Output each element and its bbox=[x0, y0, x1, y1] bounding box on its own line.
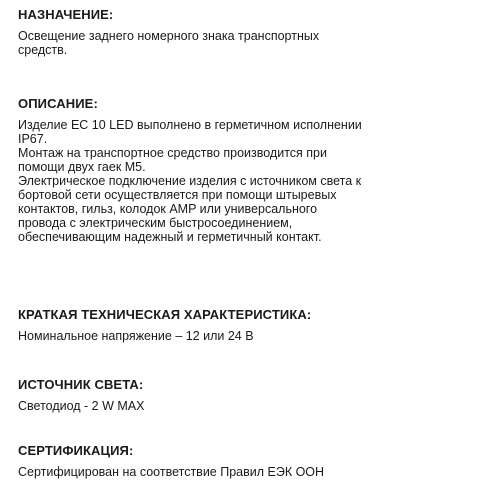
section-line: Освещение заднего номерного знака транспортных bbox=[18, 29, 320, 43]
section-line: помощи двух гаек М5. bbox=[18, 160, 146, 174]
section-line: Монтаж на транспортное средство производится при bbox=[18, 146, 327, 160]
section-line: бортовой сети осуществляется при помощи штыревых bbox=[18, 188, 337, 202]
section-heading: КРАТКАЯ ТЕХНИЧЕСКАЯ ХАРАКТЕРИСТИКА: bbox=[18, 307, 312, 322]
section-light-source bbox=[18, 376, 144, 413]
section-specs bbox=[18, 306, 311, 343]
section-heading: ИСТОЧНИК СВЕТА: bbox=[18, 377, 144, 392]
section-heading: ОПИСАНИЕ: bbox=[18, 96, 98, 111]
section-heading: СЕРТИФИКАЦИЯ: bbox=[18, 443, 134, 458]
section-heading: НАЗНАЧЕНИЕ: bbox=[18, 7, 114, 22]
section-line: контактов, гильз, колодок AMP или универсального bbox=[18, 202, 318, 216]
section-line: Изделие ЕС 10 LED выполнено в герметичном исполнении bbox=[18, 118, 362, 132]
section-description bbox=[18, 95, 362, 244]
section-line: Светодиод - 2 W MAX bbox=[18, 399, 145, 413]
section-line: IP67. bbox=[18, 132, 48, 146]
section-certification bbox=[18, 442, 324, 479]
section-line: обеспечивающим надежный и герметичный контакт. bbox=[18, 230, 322, 244]
section-line: Сертифицирован на соответствие Правил ЕЭК ООН bbox=[18, 465, 325, 479]
section-purpose bbox=[18, 6, 319, 57]
section-line: провода с электрическим быстросоединением, bbox=[18, 216, 293, 230]
section-line: Электрическое подключение изделия с источником света к bbox=[18, 174, 362, 188]
section-line: средств. bbox=[18, 43, 68, 57]
section-line: Номинальное напряжение – 12 или 24 В bbox=[18, 329, 254, 343]
